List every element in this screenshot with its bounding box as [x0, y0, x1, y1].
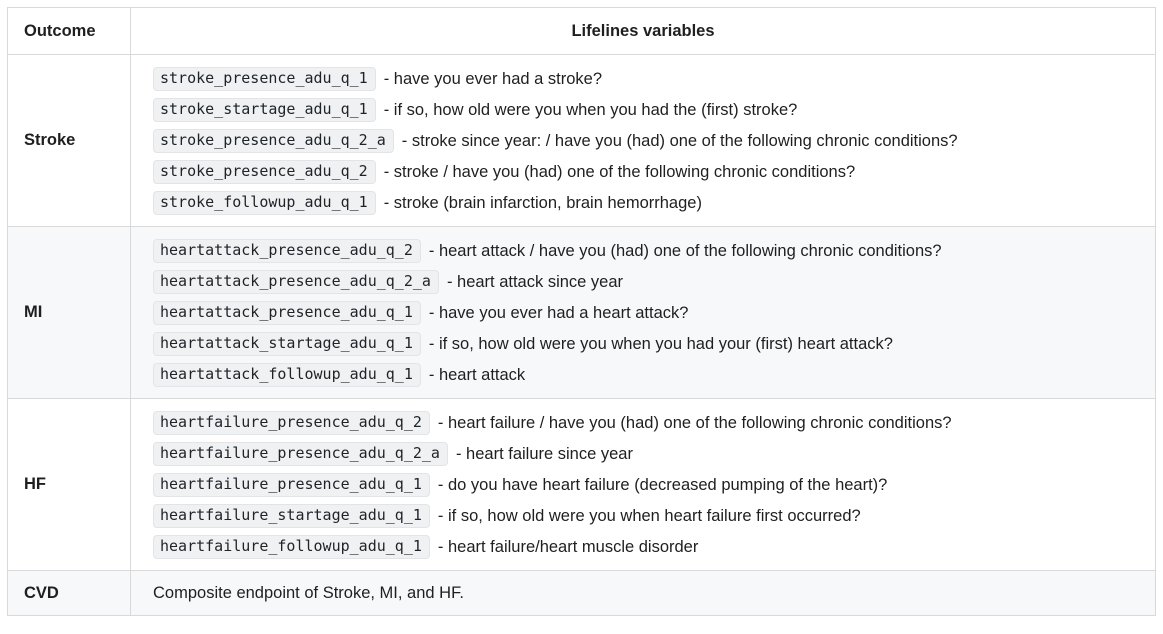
variable-line — [153, 187, 1139, 218]
outcome-cvd: CVD — [8, 571, 131, 616]
variable-code: stroke_presence_adu_q_2_a — [153, 129, 394, 153]
variable-description: - stroke / have you (had) one of the following chronic conditions? — [383, 162, 856, 181]
outcome-stroke: Stroke — [8, 55, 131, 227]
variable-description: - heart attack / have you (had) one of the following chronic conditions? — [428, 241, 942, 260]
variable-code: heartfailure_presence_adu_q_2_a — [153, 442, 448, 466]
variable-code: heartattack_presence_adu_q_2 — [153, 239, 421, 263]
variable-line — [153, 235, 1139, 266]
variable-code: stroke_startage_adu_q_1 — [153, 98, 376, 122]
header-variables: Lifelines variables — [131, 8, 1156, 55]
row-cvd — [8, 571, 1156, 616]
variable-line — [153, 94, 1139, 125]
variable-code: heartattack_presence_adu_q_2_a — [153, 270, 439, 294]
variable-line — [153, 125, 1139, 156]
variable-code: heartattack_presence_adu_q_1 — [153, 301, 421, 325]
variable-description: - heart attack — [428, 365, 526, 384]
variable-code: heartfailure_presence_adu_q_1 — [153, 473, 430, 497]
variable-description: - heart failure/heart muscle disorder — [437, 537, 699, 556]
row-hf — [8, 399, 1156, 571]
variable-line — [153, 407, 1139, 438]
variable-line — [153, 500, 1139, 531]
variable-line — [153, 297, 1139, 328]
variable-line — [153, 531, 1139, 562]
variable-line — [153, 156, 1139, 187]
variable-description: - if so, how old were you when heart failure first occurred? — [437, 506, 861, 525]
variable-line — [153, 266, 1139, 297]
variable-code: heartfailure_startage_adu_q_1 — [153, 504, 430, 528]
variable-description: - if so, how old were you when you had your (first) heart attack? — [428, 334, 893, 353]
variable-code: heartattack_followup_adu_q_1 — [153, 363, 421, 387]
variable-line — [153, 328, 1139, 359]
variable-description: - heart failure since year — [455, 444, 633, 463]
variable-line — [153, 438, 1139, 469]
variable-code: stroke_presence_adu_q_2 — [153, 160, 376, 184]
header-row — [8, 8, 1156, 55]
variable-line — [153, 63, 1139, 94]
variable-code: heartfailure_presence_adu_q_2 — [153, 411, 430, 435]
variables-stroke — [131, 55, 1156, 227]
variable-code: heartattack_startage_adu_q_1 — [153, 332, 421, 356]
variable-code: stroke_presence_adu_q_1 — [153, 67, 376, 91]
variable-line — [153, 359, 1139, 390]
variable-description: - have you ever had a heart attack? — [428, 303, 689, 322]
header-outcome: Outcome — [8, 8, 131, 55]
outcome-mi: MI — [8, 227, 131, 399]
variable-description: - stroke since year: / have you (had) one of the following chronic conditions? — [401, 131, 958, 150]
variable-line — [153, 469, 1139, 500]
variable-code: heartfailure_followup_adu_q_1 — [153, 535, 430, 559]
variables-hf — [131, 399, 1156, 571]
variable-code: stroke_followup_adu_q_1 — [153, 191, 376, 215]
variable-description: - do you have heart failure (decreased pumping of the heart)? — [437, 475, 888, 494]
row-mi — [8, 227, 1156, 399]
cvd-description: Composite endpoint of Stroke, MI, and HF. — [131, 571, 1156, 616]
outcome-hf: HF — [8, 399, 131, 571]
lifelines-variables-table — [7, 7, 1156, 616]
variable-description: - if so, how old were you when you had the (first) stroke? — [383, 100, 798, 119]
variable-description: - have you ever had a stroke? — [383, 69, 603, 88]
variables-mi — [131, 227, 1156, 399]
variable-description: - heart attack since year — [446, 272, 624, 291]
variable-description: - heart failure / have you (had) one of the following chronic conditions? — [437, 413, 952, 432]
row-stroke — [8, 55, 1156, 227]
variable-description: - stroke (brain infarction, brain hemorrhage) — [383, 193, 702, 212]
